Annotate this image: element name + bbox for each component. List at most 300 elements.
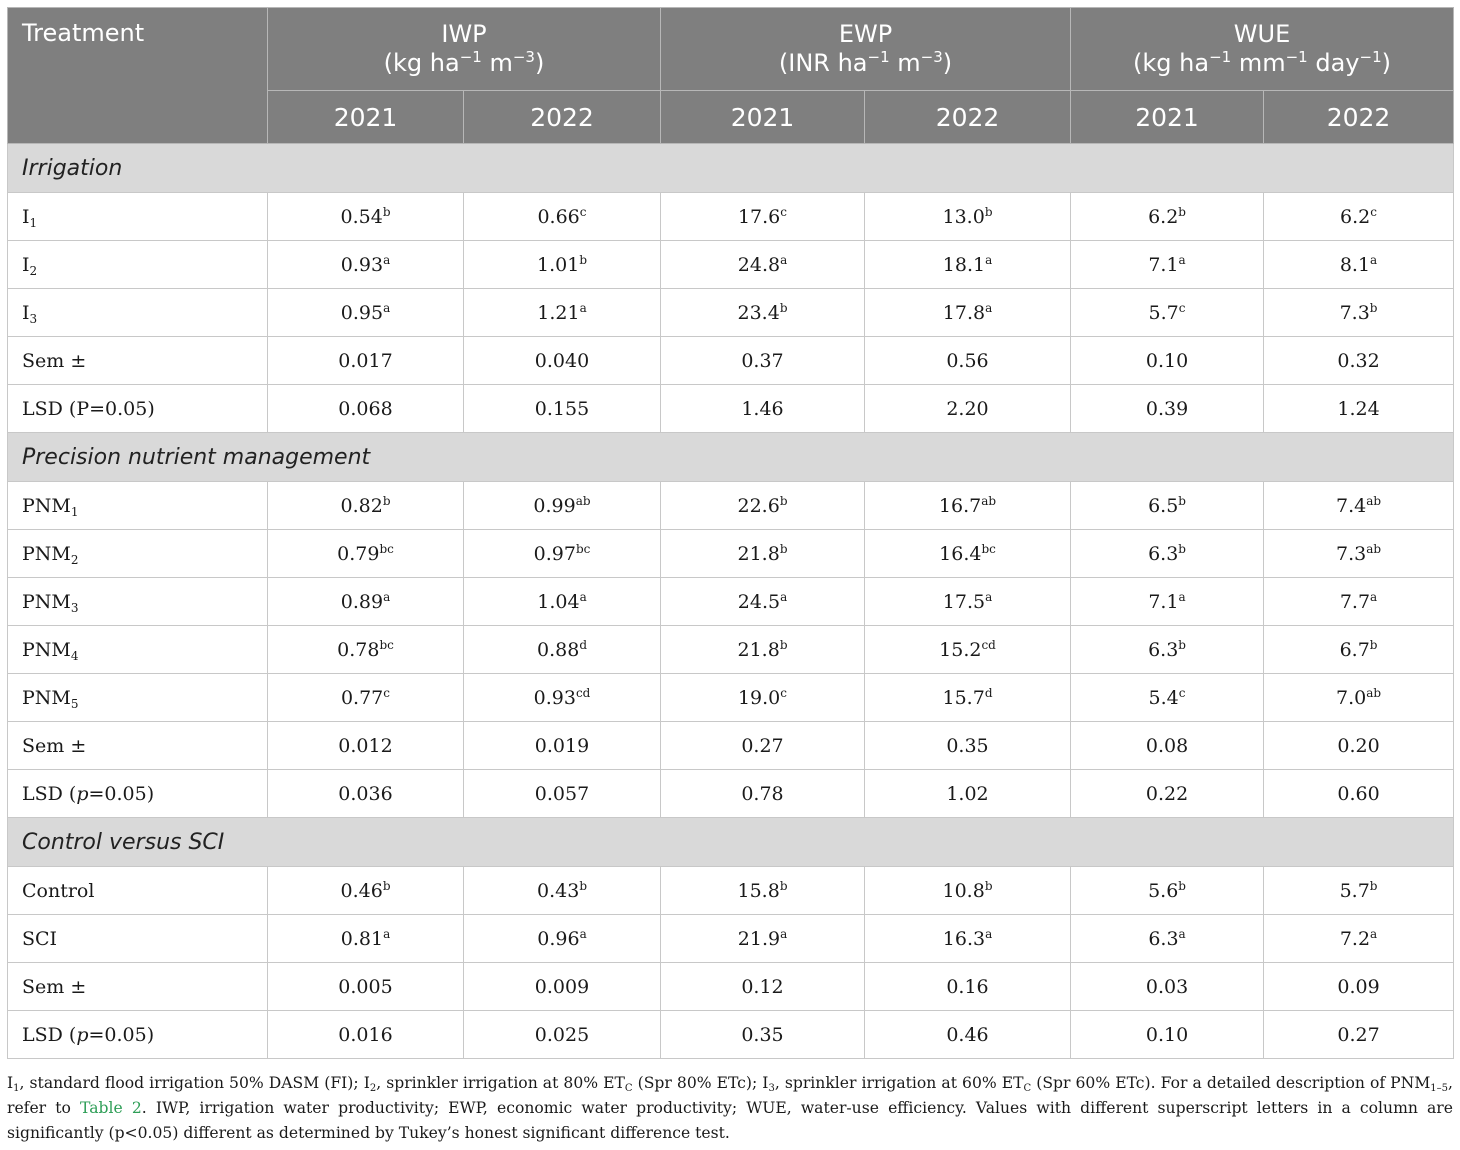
value-cell: [1071, 289, 1264, 337]
value-cell: [661, 241, 865, 289]
significance-letter: a: [1370, 252, 1378, 267]
cell-value: 0.54: [340, 205, 383, 228]
cell-value: 0.77: [340, 686, 384, 709]
significance-letter: a: [985, 252, 993, 267]
value-cell: [268, 626, 464, 674]
value-cell: [661, 963, 865, 1011]
value-cell: [865, 867, 1071, 915]
cell-value: 6.3: [1148, 927, 1179, 950]
cell-value: 0.97: [533, 542, 576, 565]
value-cell: [268, 385, 464, 433]
cell-value: 6.2: [1148, 205, 1179, 228]
cell-value: 7.7: [1339, 590, 1371, 613]
cell-value: 22.6: [737, 494, 780, 517]
value-cell: [661, 578, 865, 626]
cell-value: 13.0: [942, 205, 985, 228]
cell-value: 0.20: [1337, 734, 1380, 757]
cell-value: 15.8: [737, 879, 780, 902]
significance-letter: b: [1369, 878, 1378, 893]
ewp-header-name: EWP: [838, 20, 893, 48]
table-row: [8, 722, 1454, 770]
section-row: [8, 433, 1454, 482]
cell-value: 0.057: [534, 782, 590, 805]
row-label: Sem ±: [8, 963, 268, 1011]
cell-value: 5.7: [1339, 879, 1370, 902]
cell-value: 0.005: [338, 975, 393, 998]
significance-letter: b: [779, 300, 788, 315]
value-cell: [464, 337, 661, 385]
table-row: [8, 289, 1454, 337]
cell-value: 23.4: [737, 301, 780, 324]
value-cell: [1071, 770, 1264, 818]
year-header: 2022: [464, 91, 661, 144]
value-cell: [661, 385, 865, 433]
cell-value: 1.21: [537, 301, 580, 324]
cell-value: 0.09: [1337, 975, 1380, 998]
significance-letter: b: [1178, 637, 1186, 652]
cell-value: 2.20: [946, 397, 989, 420]
significance-letter: a: [780, 589, 788, 604]
value-cell: [464, 867, 661, 915]
cell-value: 0.39: [1145, 397, 1189, 420]
cell-value: 0.35: [946, 734, 989, 757]
value-cell: [865, 770, 1071, 818]
cell-value: 0.35: [741, 1023, 784, 1046]
value-cell: [865, 915, 1071, 963]
significance-letter: bc: [379, 541, 394, 556]
value-cell: [661, 193, 865, 241]
value-cell: [464, 770, 661, 818]
value-cell: [268, 963, 464, 1011]
table-row: [8, 867, 1454, 915]
row-label: $I_3$: [8, 289, 268, 337]
cell-value: 6.3: [1148, 542, 1179, 565]
significance-letter: bc: [379, 637, 394, 652]
value-cell: [464, 482, 661, 530]
value-cell: [1264, 722, 1454, 770]
cell-value: 0.46: [946, 1023, 989, 1046]
cell-value: 0.025: [534, 1023, 590, 1046]
year-header: 2022: [1264, 91, 1454, 144]
cell-value: 0.27: [741, 734, 784, 757]
table-row: [8, 337, 1454, 385]
ewp-header: [661, 8, 1071, 91]
value-cell: [865, 241, 1071, 289]
value-cell: [268, 289, 464, 337]
cell-value: 0.036: [338, 782, 393, 805]
table-row: [8, 530, 1454, 578]
significance-letter: c: [1370, 204, 1377, 219]
significance-letter: a: [1370, 589, 1378, 604]
cell-value: 0.46: [340, 879, 383, 902]
cell-value: 17.6: [737, 205, 781, 228]
cell-value: 5.4: [1148, 686, 1179, 709]
significance-letter: b: [779, 878, 788, 893]
cell-value: 0.82: [340, 494, 383, 517]
significance-letter: b: [779, 541, 788, 556]
cell-value: 0.12: [741, 975, 784, 998]
value-cell: [865, 337, 1071, 385]
value-cell: [865, 722, 1071, 770]
cell-value: 17.8: [942, 301, 986, 324]
value-cell: [1071, 337, 1264, 385]
significance-letter: ab: [575, 493, 591, 508]
significance-letter: a: [1370, 926, 1378, 941]
value-cell: [268, 530, 464, 578]
table-row: [8, 915, 1454, 963]
value-cell: [268, 1011, 464, 1059]
table-row: [8, 193, 1454, 241]
section-title: Irrigation: [8, 144, 1454, 193]
significance-letter: c: [1178, 300, 1186, 315]
table-row: [8, 578, 1454, 626]
cell-value: 7.3: [1339, 301, 1370, 324]
value-cell: [865, 674, 1071, 722]
row-label: $PNM_5$: [8, 674, 268, 722]
value-cell: [661, 867, 865, 915]
value-cell: [464, 530, 661, 578]
value-cell: [1264, 337, 1454, 385]
row-label: Control: [8, 867, 268, 915]
value-cell: [268, 770, 464, 818]
cell-value: 0.89: [340, 590, 384, 613]
value-cell: [1071, 722, 1264, 770]
value-cell: [464, 963, 661, 1011]
cell-value: 0.99: [533, 494, 576, 517]
cell-value: 0.78: [337, 638, 380, 661]
row-label: $PNM_4$: [8, 626, 268, 674]
significance-letter: b: [382, 493, 391, 508]
cell-value: 0.79: [337, 542, 380, 565]
value-cell: [1264, 482, 1454, 530]
cell-value: 0.10: [1145, 1023, 1189, 1046]
cell-value: 16.3: [942, 927, 986, 950]
significance-letter: ab: [981, 493, 997, 508]
value-cell: [268, 915, 464, 963]
row-label: LSD (p=0.05): [8, 1011, 268, 1059]
cell-value: 7.0: [1335, 686, 1367, 709]
wue-header-name: WUE: [1233, 20, 1291, 48]
row-label: LSD (P=0.05): [8, 385, 268, 433]
cell-value: 1.01: [537, 253, 580, 276]
cell-value: 0.32: [1337, 349, 1380, 372]
value-cell: [1264, 385, 1454, 433]
section-title: Control versus SCI: [8, 818, 1454, 867]
value-cell: [661, 337, 865, 385]
value-cell: [268, 337, 464, 385]
significance-letter: c: [383, 685, 391, 700]
value-cell: [1071, 867, 1264, 915]
significance-letter: b: [1178, 493, 1186, 508]
table-row: [8, 241, 1454, 289]
significance-letter: b: [1178, 878, 1186, 893]
cell-value: 6.5: [1148, 494, 1179, 517]
value-cell: [865, 626, 1071, 674]
value-cell: [1071, 963, 1264, 1011]
cell-value: 7.4: [1335, 494, 1367, 517]
significance-letter: ab: [1366, 493, 1382, 508]
value-cell: [865, 578, 1071, 626]
value-cell: [1264, 915, 1454, 963]
results-table: [7, 7, 1454, 1059]
table-row: [8, 674, 1454, 722]
value-cell: [865, 963, 1071, 1011]
cell-value: 0.012: [338, 734, 393, 757]
value-cell: [1071, 530, 1264, 578]
significance-letter: a: [780, 926, 788, 941]
value-cell: [464, 915, 661, 963]
significance-letter: a: [383, 300, 391, 315]
value-cell: [268, 674, 464, 722]
cell-value: 0.019: [534, 734, 590, 757]
value-cell: [865, 482, 1071, 530]
value-cell: [1264, 674, 1454, 722]
value-cell: [1264, 963, 1454, 1011]
cell-value: 6.7: [1339, 638, 1370, 661]
treatment-header: Treatment: [8, 8, 268, 144]
significance-letter: a: [985, 926, 993, 941]
year-header: 2021: [268, 91, 464, 144]
value-cell: [661, 915, 865, 963]
cell-value: 0.81: [340, 927, 384, 950]
significance-letter: b: [1369, 300, 1378, 315]
significance-letter: cd: [981, 637, 996, 652]
section-title: Precision nutrient management: [8, 433, 1454, 482]
value-cell: [464, 578, 661, 626]
value-cell: [1071, 915, 1264, 963]
significance-letter: a: [579, 300, 587, 315]
cell-value: 0.78: [741, 782, 784, 805]
value-cell: [1071, 1011, 1264, 1059]
cell-value: 1.04: [537, 590, 580, 613]
cell-value: 0.43: [537, 879, 580, 902]
value-cell: [268, 578, 464, 626]
cell-value: 5.7: [1148, 301, 1179, 324]
year-header: 2022: [865, 91, 1071, 144]
cell-value: 0.66: [537, 205, 580, 228]
value-cell: [1264, 578, 1454, 626]
cell-value: 6.2: [1340, 205, 1371, 228]
significance-letter: ab: [1366, 541, 1382, 556]
value-cell: [661, 289, 865, 337]
year-header: 2021: [661, 91, 865, 144]
cell-value: 16.4: [939, 542, 982, 565]
value-cell: [661, 626, 865, 674]
significance-letter: b: [1178, 204, 1186, 219]
cell-value: 21.8: [737, 638, 780, 661]
value-cell: [1071, 241, 1264, 289]
table-row: [8, 1011, 1454, 1059]
value-cell: [865, 530, 1071, 578]
section-row: [8, 818, 1454, 867]
table-row: [8, 963, 1454, 1011]
cell-value: 1.24: [1337, 397, 1380, 420]
value-cell: [268, 867, 464, 915]
row-label: Sem ±: [8, 722, 268, 770]
significance-letter: b: [984, 878, 993, 893]
value-cell: [268, 722, 464, 770]
significance-letter: a: [985, 589, 993, 604]
value-cell: [464, 722, 661, 770]
cell-value: 0.22: [1145, 782, 1189, 805]
cell-value: 0.03: [1145, 975, 1189, 998]
cell-value: 0.93: [533, 686, 576, 709]
results-table-container: [7, 7, 1453, 1059]
cell-value: 6.3: [1148, 638, 1179, 661]
cell-value: 18.1: [942, 253, 986, 276]
cell-value: 19.0: [737, 686, 781, 709]
value-cell: [661, 674, 865, 722]
row-label: $PNM_2$: [8, 530, 268, 578]
iwp-header-name: IWP: [441, 20, 487, 48]
significance-letter: b: [579, 878, 587, 893]
table-2-link[interactable]: Table 2: [80, 1099, 142, 1117]
value-cell: [1264, 241, 1454, 289]
significance-letter: c: [780, 685, 788, 700]
table-row: [8, 626, 1454, 674]
significance-letter: a: [383, 589, 391, 604]
header-row-groups: [8, 8, 1454, 91]
cell-value: 0.27: [1337, 1023, 1380, 1046]
significance-letter: c: [1178, 685, 1186, 700]
significance-letter: cd: [575, 685, 591, 700]
wue-header-unit: (kg $ha^{-1}$ $mm^{-1}$ day$^{-1}$): [1133, 48, 1391, 77]
significance-letter: a: [383, 926, 391, 941]
cell-value: 8.1: [1339, 253, 1371, 276]
significance-letter: a: [780, 252, 788, 267]
significance-letter: a: [1178, 589, 1186, 604]
year-header: 2021: [1071, 91, 1264, 144]
cell-value: 0.16: [946, 975, 989, 998]
value-cell: [1071, 626, 1264, 674]
significance-letter: b: [579, 252, 587, 267]
significance-letter: bc: [981, 541, 996, 556]
value-cell: [661, 722, 865, 770]
cell-value: 0.88: [537, 638, 580, 661]
value-cell: [1264, 867, 1454, 915]
cell-value: 15.2: [939, 638, 982, 661]
value-cell: [1071, 482, 1264, 530]
significance-letter: a: [579, 589, 587, 604]
value-cell: [464, 385, 661, 433]
value-cell: [661, 1011, 865, 1059]
significance-letter: b: [1369, 637, 1378, 652]
cell-value: 24.5: [737, 590, 781, 613]
significance-letter: b: [382, 878, 391, 893]
cell-value: 0.155: [534, 397, 590, 420]
cell-value: 7.3: [1335, 542, 1367, 565]
cell-value: 15.7: [942, 686, 985, 709]
table-body: [8, 144, 1454, 1059]
value-cell: [268, 193, 464, 241]
value-cell: [1071, 674, 1264, 722]
value-cell: [1071, 385, 1264, 433]
cell-value: 0.56: [946, 349, 989, 372]
significance-letter: a: [1178, 926, 1186, 941]
cell-value: 0.60: [1337, 782, 1380, 805]
value-cell: [1071, 193, 1264, 241]
value-cell: [1071, 578, 1264, 626]
cell-value: 0.93: [340, 253, 384, 276]
significance-letter: d: [579, 637, 587, 652]
value-cell: [464, 1011, 661, 1059]
value-cell: [865, 193, 1071, 241]
value-cell: [865, 385, 1071, 433]
row-label: $PNM_3$: [8, 578, 268, 626]
value-cell: [464, 193, 661, 241]
value-cell: [661, 530, 865, 578]
row-label: SCI: [8, 915, 268, 963]
iwp-header: [268, 8, 661, 91]
cell-value: 7.1: [1148, 253, 1179, 276]
cell-value: 0.009: [534, 975, 590, 998]
section-row: [8, 144, 1454, 193]
significance-letter: bc: [575, 541, 591, 556]
value-cell: [464, 674, 661, 722]
cell-value: 17.5: [942, 590, 986, 613]
table-row: [8, 770, 1454, 818]
significance-letter: a: [383, 252, 391, 267]
value-cell: [1264, 626, 1454, 674]
significance-letter: a: [579, 926, 587, 941]
row-label: $PNM_1$: [8, 482, 268, 530]
cell-value: 10.8: [942, 879, 985, 902]
value-cell: [268, 482, 464, 530]
cell-value: 0.96: [537, 927, 580, 950]
significance-letter: b: [984, 204, 993, 219]
iwp-header-unit: (kg $ha^{-1}$ $m^{-3}$): [383, 48, 545, 77]
value-cell: [1264, 193, 1454, 241]
row-label: LSD (p=0.05): [8, 770, 268, 818]
value-cell: [865, 289, 1071, 337]
value-cell: [1264, 530, 1454, 578]
significance-letter: a: [985, 300, 993, 315]
row-label: $I_1$: [8, 193, 268, 241]
value-cell: [661, 482, 865, 530]
value-cell: [464, 289, 661, 337]
significance-letter: d: [984, 685, 993, 700]
wue-header: [1071, 8, 1454, 91]
significance-letter: ab: [1366, 685, 1382, 700]
cell-value: 0.37: [741, 349, 784, 372]
row-label: $I_2$: [8, 241, 268, 289]
cell-value: 0.068: [338, 397, 393, 420]
cell-value: 1.46: [741, 397, 784, 420]
cell-value: 0.040: [534, 349, 590, 372]
significance-letter: c: [780, 204, 788, 219]
ewp-header-unit: (INR $ha^{-1}$ $m^{-3}$): [778, 48, 953, 77]
value-cell: [1264, 1011, 1454, 1059]
value-cell: [1264, 770, 1454, 818]
cell-value: 16.7: [938, 494, 982, 517]
cell-value: 0.95: [340, 301, 384, 324]
cell-value: 21.8: [737, 542, 780, 565]
significance-letter: b: [779, 493, 788, 508]
cell-value: 5.6: [1148, 879, 1179, 902]
significance-letter: a: [1178, 252, 1186, 267]
value-cell: [1264, 289, 1454, 337]
table-row: [8, 385, 1454, 433]
value-cell: [464, 241, 661, 289]
table-header: [8, 8, 1454, 144]
cell-value: 7.1: [1148, 590, 1179, 613]
cell-value: 24.8: [737, 253, 781, 276]
table-row: [8, 482, 1454, 530]
value-cell: [268, 241, 464, 289]
significance-letter: b: [382, 204, 391, 219]
value-cell: [865, 1011, 1071, 1059]
cell-value: 21.9: [737, 927, 781, 950]
